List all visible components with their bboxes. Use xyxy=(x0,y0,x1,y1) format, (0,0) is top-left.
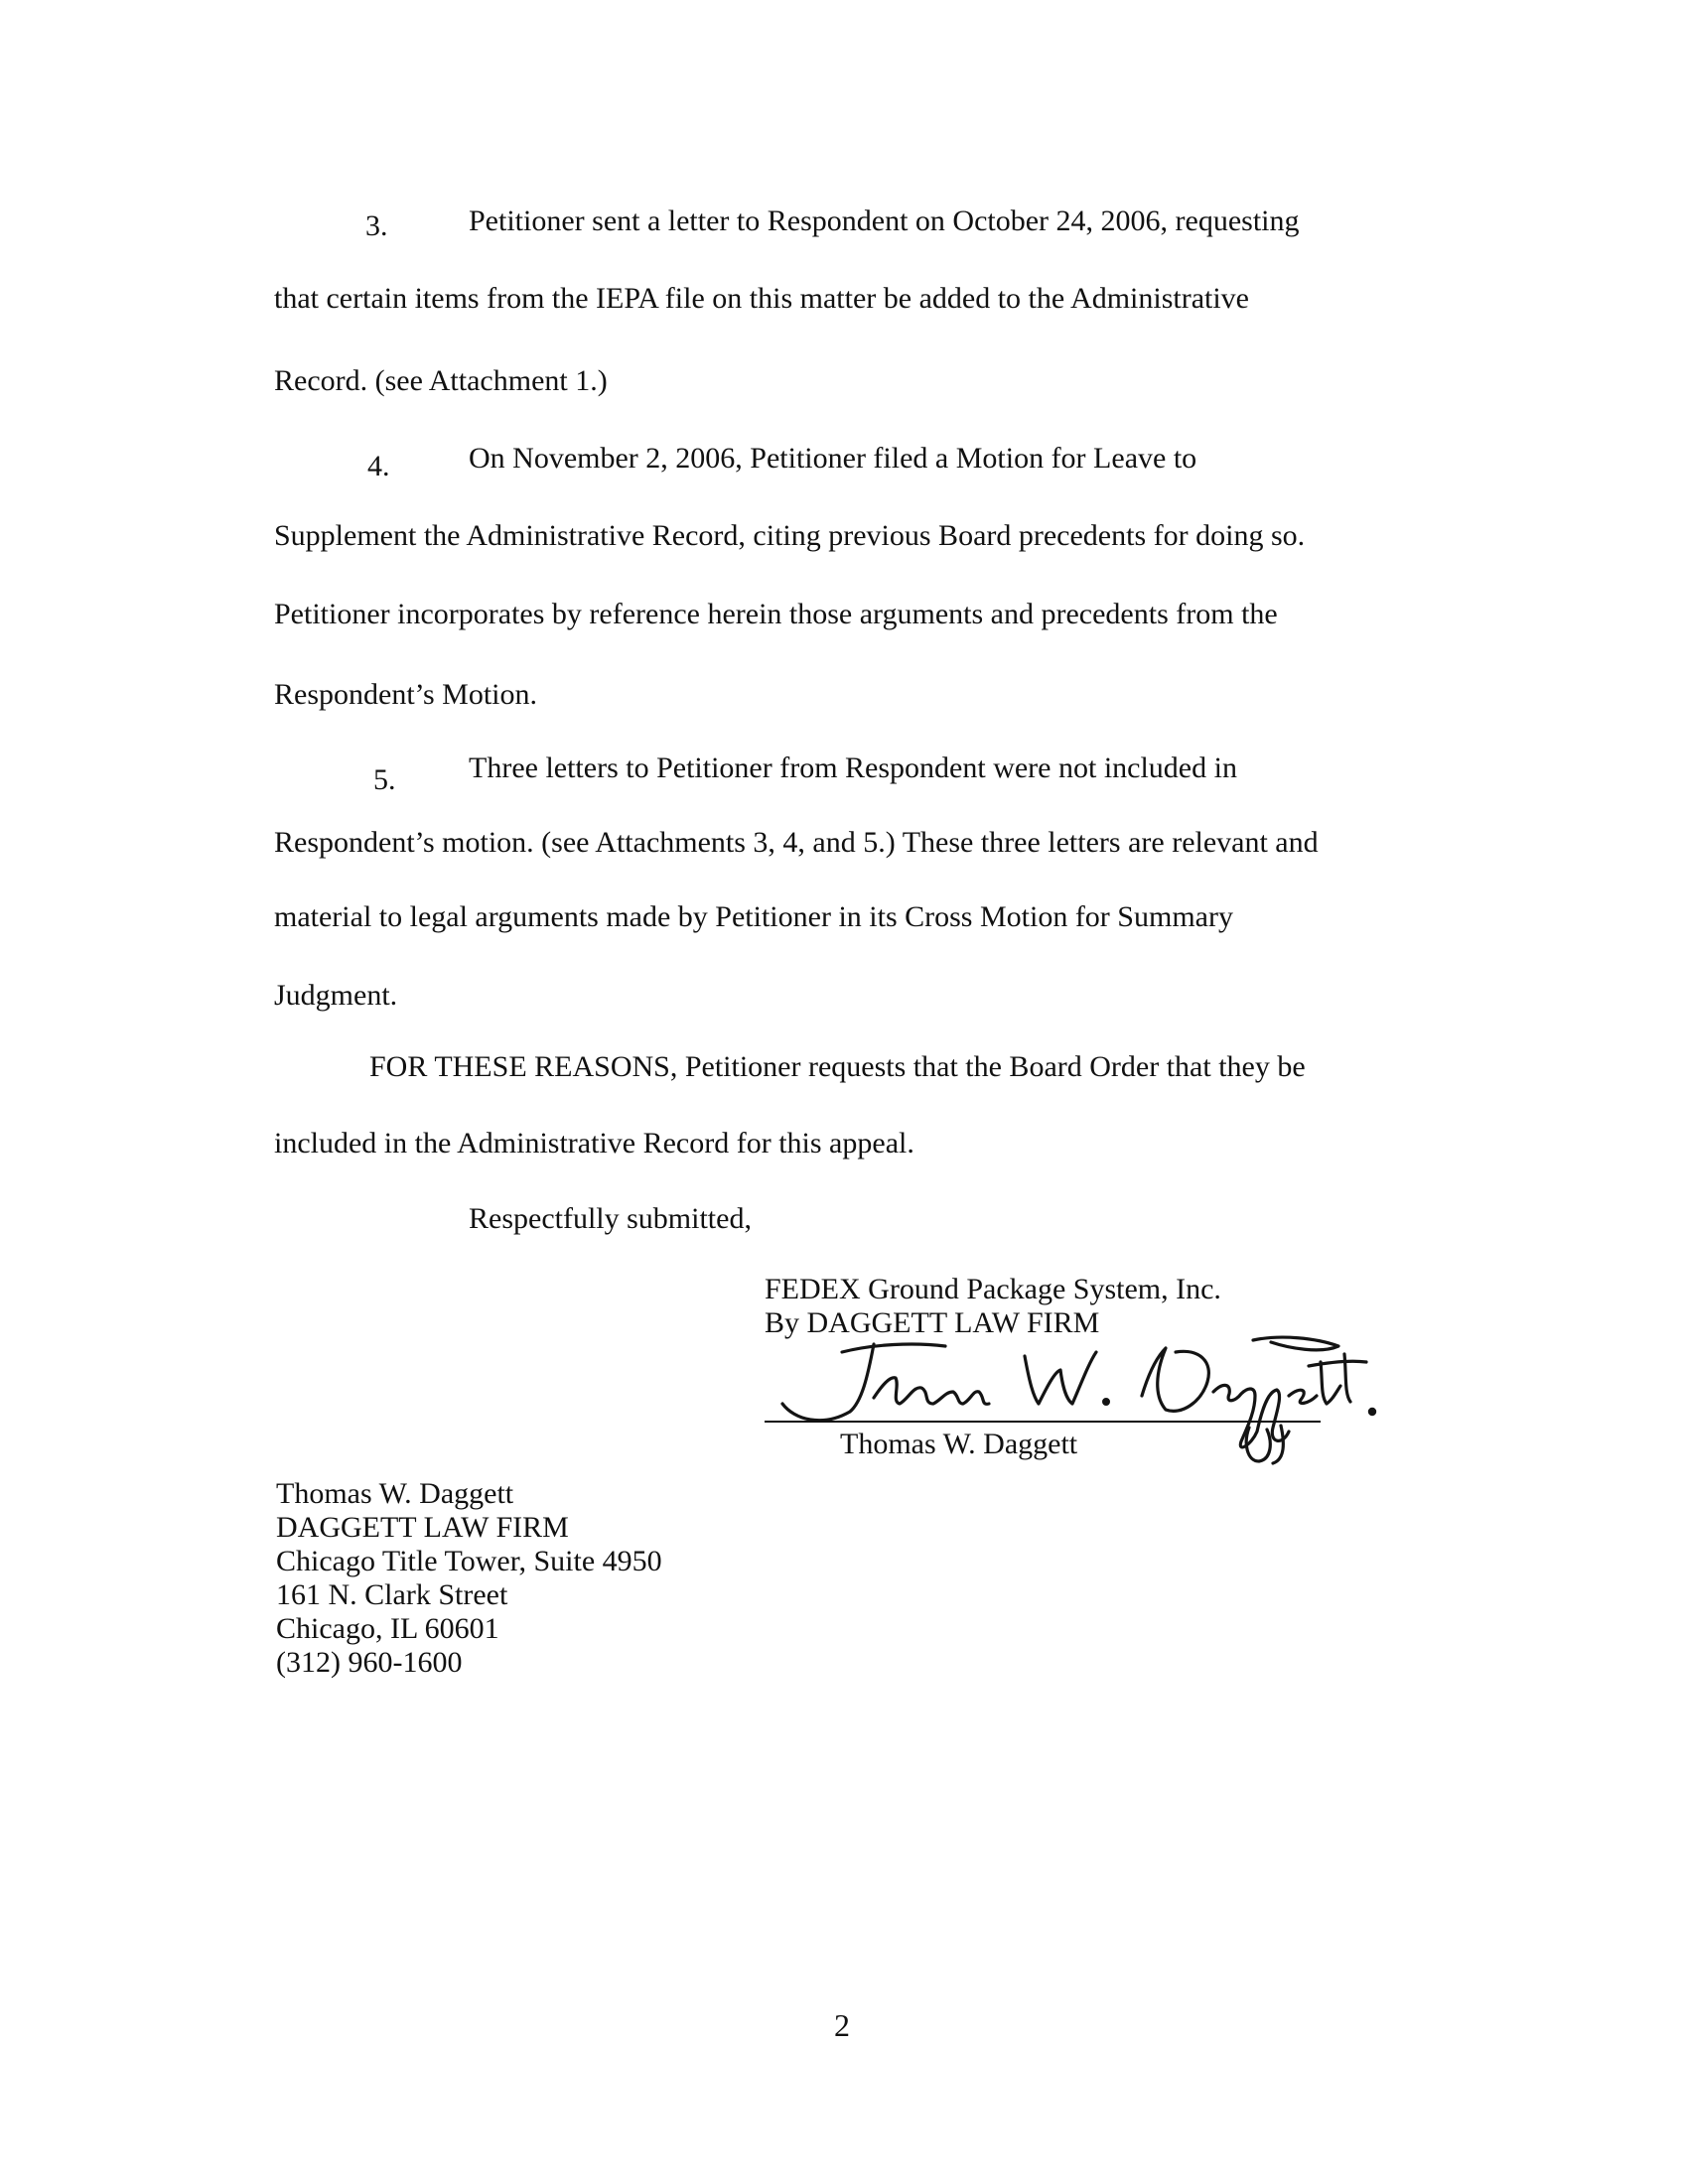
address-line: DAGGETT LAW FIRM xyxy=(276,1511,569,1544)
address-line: Chicago Title Tower, Suite 4950 xyxy=(276,1545,662,1577)
closing-line: FOR THESE REASONS, Petitioner requests that the Board Order that they be xyxy=(369,1050,1306,1083)
printed-signer-name: Thomas W. Daggett xyxy=(840,1428,1078,1460)
address-line: Thomas W. Daggett xyxy=(276,1477,514,1510)
paragraph-number: 5. xyxy=(373,763,396,796)
paragraph-number: 3. xyxy=(365,209,388,242)
address-block xyxy=(276,1477,662,1680)
paragraph-line: Record. (see Attachment 1.) xyxy=(274,364,608,397)
address-line: (312) 960-1600 xyxy=(276,1646,463,1679)
paragraph-line: Three letters to Petitioner from Respondent were not included in xyxy=(469,751,1237,784)
sign-off: Respectfully submitted, xyxy=(469,1202,752,1235)
page-number: 2 xyxy=(834,2007,850,2043)
signature-line xyxy=(765,1421,1321,1423)
paragraph-line: material to legal arguments made by Petitioner in its Cross Motion for Summary xyxy=(274,900,1233,933)
company-name: FEDEX Ground Package System, Inc. xyxy=(765,1273,1221,1305)
paragraph-line: Respondent’s motion. (see Attachments 3, 4, and 5.) These three letters are relevant and xyxy=(274,826,1319,859)
address-line: 161 N. Clark Street xyxy=(276,1578,508,1611)
address-line: Chicago, IL 60601 xyxy=(276,1612,499,1645)
paragraph-line: Judgment. xyxy=(274,979,398,1012)
paragraph-line: Respondent’s Motion. xyxy=(274,678,538,711)
paragraph-line: that certain items from the IEPA file on this matter be added to the Administrative xyxy=(274,282,1250,315)
paragraph-line: Petitioner sent a letter to Respondent on October 24, 2006, requesting xyxy=(469,205,1300,237)
closing-line: included in the Administrative Record for this appeal. xyxy=(274,1127,914,1160)
paragraph-line: Supplement the Administrative Record, citing previous Board precedents for doing so. xyxy=(274,519,1306,552)
paragraph-number: 4. xyxy=(367,450,390,482)
paragraph-line: On November 2, 2006, Petitioner filed a Motion for Leave to xyxy=(469,442,1197,475)
by-line: By DAGGETT LAW FIRM xyxy=(765,1306,1100,1339)
paragraph-line: Petitioner incorporates by reference herein those arguments and precedents from the xyxy=(274,598,1278,630)
